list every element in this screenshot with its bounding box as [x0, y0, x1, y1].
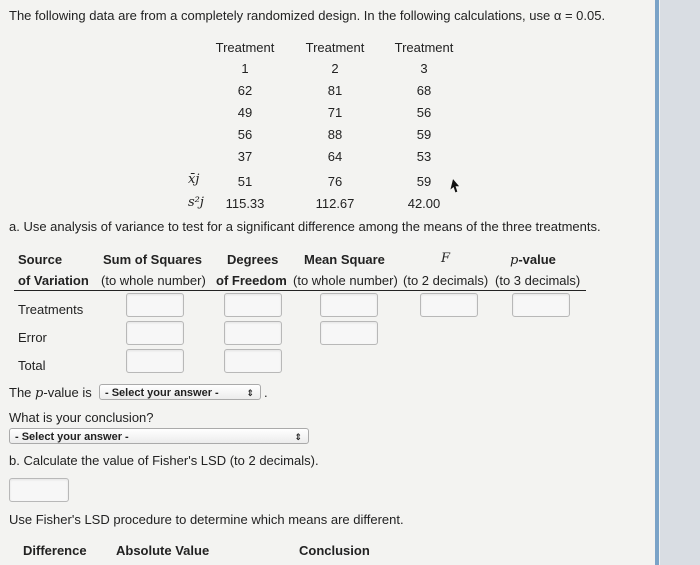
conclusion-select-text: - Select your answer - [15, 431, 129, 443]
df-treatments-input[interactable] [224, 293, 282, 317]
variance-value-3: 42.00 [407, 196, 441, 211]
data-cell: 88 [327, 127, 343, 142]
conclusion-select[interactable] [9, 428, 309, 444]
p-value-symbol: p [35, 386, 44, 401]
df-header-2: of Freedom [216, 273, 287, 288]
df-total-input[interactable] [224, 349, 282, 373]
part-a-question: a. Use analysis of variance to test for a significant difference among the means of the three treatments. [9, 219, 601, 234]
data-cell: 53 [416, 149, 432, 164]
row-label-treatments: Treatments [18, 302, 84, 317]
row-label-error: Error [18, 330, 47, 345]
p-value-statement [9, 385, 92, 401]
data-cell: 59 [416, 127, 432, 142]
treatment-header-3: Treatment [394, 40, 454, 55]
ss-header: Sum of Squares [103, 252, 202, 267]
mean-value-1: 51 [237, 174, 253, 189]
ms-treatments-input[interactable] [320, 293, 378, 317]
data-cell: 56 [237, 127, 253, 142]
data-cell: 37 [237, 149, 253, 164]
lsd-input[interactable] [9, 478, 69, 502]
df-note: (to whole number) [293, 273, 398, 288]
df-header: Degrees [227, 252, 279, 267]
p-value-input[interactable] [512, 293, 570, 317]
f-note: (to 3 decimals) [495, 273, 581, 288]
treatment-number-2: 2 [331, 61, 339, 76]
period: . [264, 385, 268, 400]
ss-error-input[interactable] [126, 321, 184, 345]
p-value-suffix: -value [518, 252, 556, 267]
source-header: Source [18, 252, 63, 267]
df-error-input[interactable] [224, 321, 282, 345]
f-header: F [441, 251, 451, 266]
ss-treatments-input[interactable] [126, 293, 184, 317]
mean-label: x̄j [188, 172, 200, 187]
variance-value-1: 115.33 [225, 196, 265, 211]
window-edge [655, 0, 659, 565]
ms-error-input[interactable] [320, 321, 378, 345]
conclusion-header: Conclusion [299, 543, 370, 558]
mean-value-3: 59 [416, 174, 432, 189]
data-cell: 68 [416, 83, 432, 98]
variance-value-2: 112.67 [315, 196, 355, 211]
row-label-total: Total [18, 358, 46, 373]
p-value-select-text: - Select your answer - [105, 387, 219, 399]
ms-header: Mean Square [304, 252, 385, 267]
mean-value-2: 76 [327, 174, 343, 189]
part-b-question: b. Calculate the value of Fisher's LSD (to 2 decimals). [9, 453, 319, 468]
p-value-select[interactable] [99, 384, 261, 400]
data-cell: 56 [416, 105, 432, 120]
treatment-number-1: 1 [241, 61, 249, 76]
ss-note: (to whole number) [101, 273, 206, 288]
data-cell: 81 [327, 83, 343, 98]
data-cell: 71 [327, 105, 343, 120]
variance-label: s²j [188, 195, 204, 210]
header-divider [14, 290, 586, 291]
conclusion-question: What is your conclusion? [9, 410, 154, 425]
intro-text: The following data are from a completely randomized design. In the following calculations, use α = 0.05. [9, 8, 606, 23]
p-value-text: -value is [43, 385, 92, 400]
ms-note: (to 2 decimals) [403, 273, 489, 288]
treatment-header-1: Treatment [215, 40, 275, 55]
treatment-header-2: Treatment [305, 40, 365, 55]
f-input[interactable] [420, 293, 478, 317]
p-value-prefix: The [9, 385, 32, 400]
of-variation-header: of Variation [18, 273, 89, 288]
data-cell: 64 [327, 149, 343, 164]
ss-total-input[interactable] [126, 349, 184, 373]
absolute-value-header: Absolute Value [116, 543, 210, 558]
data-cell: 49 [237, 105, 253, 120]
select-caret-icon: ⇕ [294, 432, 302, 442]
p-value-header [510, 252, 556, 268]
difference-header: Difference [23, 543, 87, 558]
data-cell: 62 [237, 83, 253, 98]
select-caret-icon: ⇕ [246, 388, 254, 398]
mouse-pointer-icon [447, 178, 461, 194]
p-symbol: p [510, 253, 519, 268]
treatment-number-3: 3 [420, 61, 428, 76]
lsd-instruction: Use Fisher's LSD procedure to determine which means are different. [9, 512, 404, 527]
